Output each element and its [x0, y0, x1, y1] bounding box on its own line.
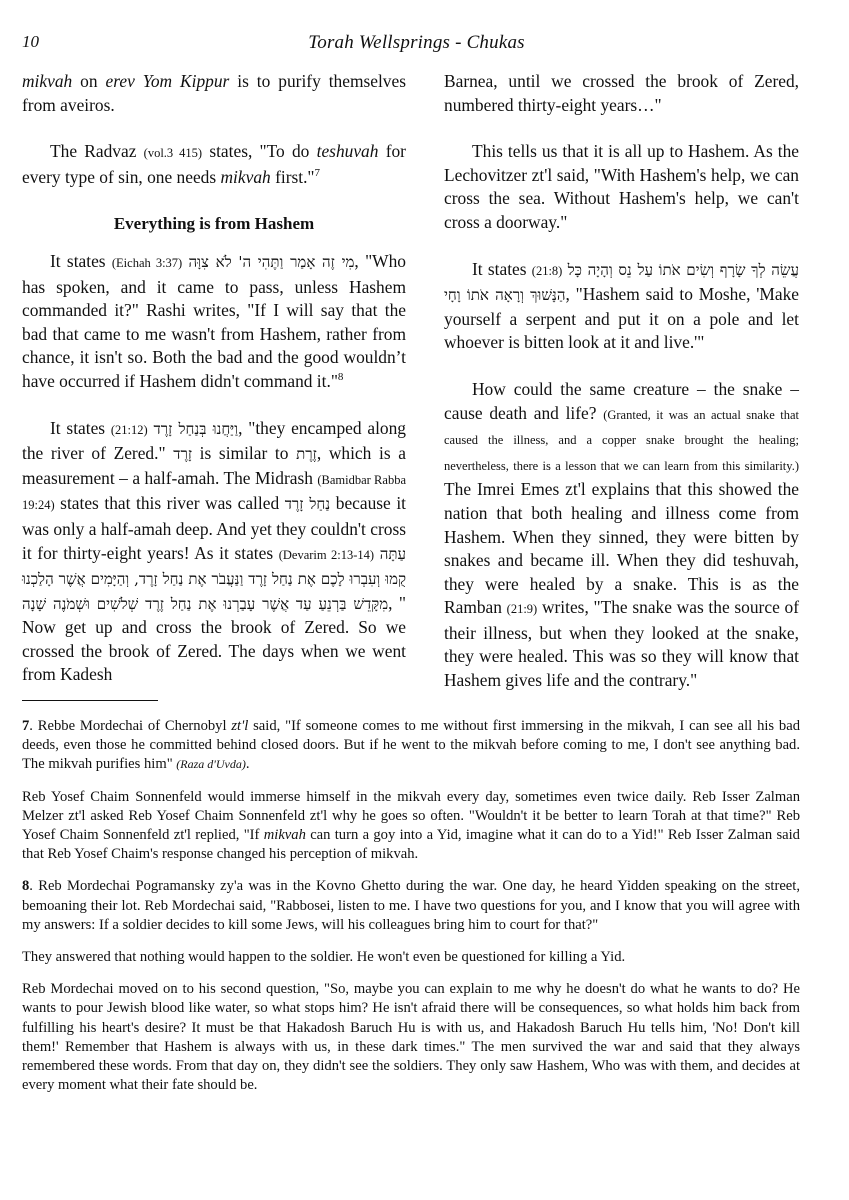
footnote-8-continued: Reb Mordechai moved on to his second question, "So, maybe you can explain to me why he doesn't do what he wants to do? He wants to pour Jewish blood like water, so what stops him? He isn't afraid there will be consequences, so what holds him back from fulfilling his heart's desire? It must be that Hakadosh Baruch Hu is with us, and Hakadosh Baruch Hu tells him, 'No! Don't kill them!' Remember that Hashem is always with us, in these dark times." The men survived the war and said that they always remembered these words. From that day on, they didn't see the soldiers. They only saw Hashem, Who was with them, and decides at every moment what their fate should be. [22, 981, 800, 1094]
page-number: 10 [22, 32, 39, 51]
paragraph: Barnea, until we crossed the brook of Zered, numbered thirty-eight years…" [444, 71, 799, 115]
section-heading: Everything is from Hashem [113, 214, 315, 234]
paragraph: It states (21:12) וַיַּחֲנוּ בְּנַחַל זָרֶד, "they encamped along the river of Zered." זָרֶד is similar to זֶרֶת, which is a measurement – a half-amah. The Midrash (Bamidbar Rabba 19:24) states that this river was called נַחַל זָרֶד because it was only a half-amah deep. And yet they couldn't cross it for thirty-eight years! As it states (Devarim 2:13-14) עַתָּה קֻמוּ וְעִבְרוּ לָכֶם אֶת נַחַל זָרֶד וַנַּעֲבֹר אֶת נַחַל זָרֶד, וְהַיָּמִים אֲשֶׁר הָלַכְנוּ מִקָּדֵשׁ בַּרְנֵעַ עַד אֲשֶׁר עָבַרְנוּ אֶת נַחַל זֶרֶד שְׁלֹשִׁים וּשְׁמֹנֶה שָׁנָה, " Now get up and cross the brook of Zered. So we crossed the brook of Zered. The days when we went from Kadesh [22, 417, 406, 685]
paragraph: How could the same creature – the snake – cause death and life? (Granted, it was an actual snake that caused the illness, and a copper snake brought the healing; nevertheless, there is a lesson that we can learn from this similarity.) The Imrei Emes zt'l explains that this showed the nation that both healing and illness come from Hashem. When they sinned, they were bitten by snakes and became ill. When they did teshuvah, they were healed by a snake. This is as the Ramban (21:9) writes, "The snake was the source of their illness, but when they looked at the snake, they were healed. This was so they will know that Hashem gives life and the contrary." [444, 378, 800, 691]
footnotes [22, 717, 800, 1108]
paragraph: It states (21:8) עֲשֵׂה לְךָ שָׂרָף וְשִׂים אֹתוֹ עַל נֵס וְהָיָה כָּל הַנָּשׁוּךְ וְרָאָה אֹתוֹ וָחָי, "Hashem said to Moshe, 'Make yourself a serpent and put it on a pole and let whoever is bitten look at it and live.'" [444, 258, 799, 353]
footnote-7-continued: Reb Yosef Chaim Sonnenfeld would immerse himself in the mikvah every day, sometimes even twice daily. Reb Isser Zalman Melzer zt'l asked Reb Yosef Chaim Sonnenfeld zt'l why he goes so often. "Wouldn't it be better to learn Torah at that time?" Reb Yosef Chaim Sonnenfeld zt'l replied, "If mikvah can turn a goy into a Yid, imagine what it can do to a Yid!" Reb Isser Zalman said that Reb Yosef Chaim's response changed his perception of mikvah. [22, 788, 800, 863]
footnote-8: 8. Reb Mordechai Pogramansky zy'a was in the Kovno Ghetto during the war. One day, he heard Yidden speaking on the street, bemoaning their lot. Reb Mordechai said, "Rabbosei, listen to me. I have two questions for you, and I know that you will agree with my answers: If a soldier decides to kill some Jews, will his colleagues bring him to court for that?" [22, 878, 800, 933]
paragraph: This tells us that it is all up to Hashem. As the Lechovitzer zt'l said, "With Hashem's help, we can cross the sea. Without Hashem's help, we can't cross a doorway." [444, 141, 799, 232]
paragraph: mikvah on erev Yom Kippur is to purify themselves from aveiros. [22, 71, 406, 115]
page-header [22, 32, 811, 56]
footnote-ref: 8 [337, 371, 344, 384]
footnote-divider [22, 700, 158, 701]
paragraph: The Radvaz (vol.3 415) states, "To do teshuvah for every type of sin, one needs mikvah first."$^7$ [22, 141, 406, 187]
left-column [22, 70, 406, 710]
footnote-8-continued: They answered that nothing would happen to the soldier. He won't even be questioned for killing a Yid. [22, 949, 626, 966]
running-title: Torah Wellsprings - Chukas [308, 32, 525, 53]
paragraph: It states (Eichah 3:37) מִי זֶה אָמַר וַתֶּהִי ה' לֹא צִוָּה, "Who has spoken, and it came to pass, unless Hashem commanded it?" Rashi writes, "If I will say that the bad that came to me wasn't from Hashem, rather from chance, it isn't so. Both the bad and the good wouldn’t have occurred if Hashem didn't command it."$^8$ [22, 250, 406, 391]
footnote-7: 7. Rebbe Mordechai of Chernobyl zt'l said, "If someone comes to me without first immersing in the mikvah, I can see all his bad deeds, even those he committed behind closed doors. But if he went to the mikvah before coming to me, I don't see anything bad. The mikvah purifies him" (Raza d'Uvda). [22, 718, 801, 773]
right-column [444, 70, 799, 716]
footnote-ref: 7 [314, 166, 321, 179]
